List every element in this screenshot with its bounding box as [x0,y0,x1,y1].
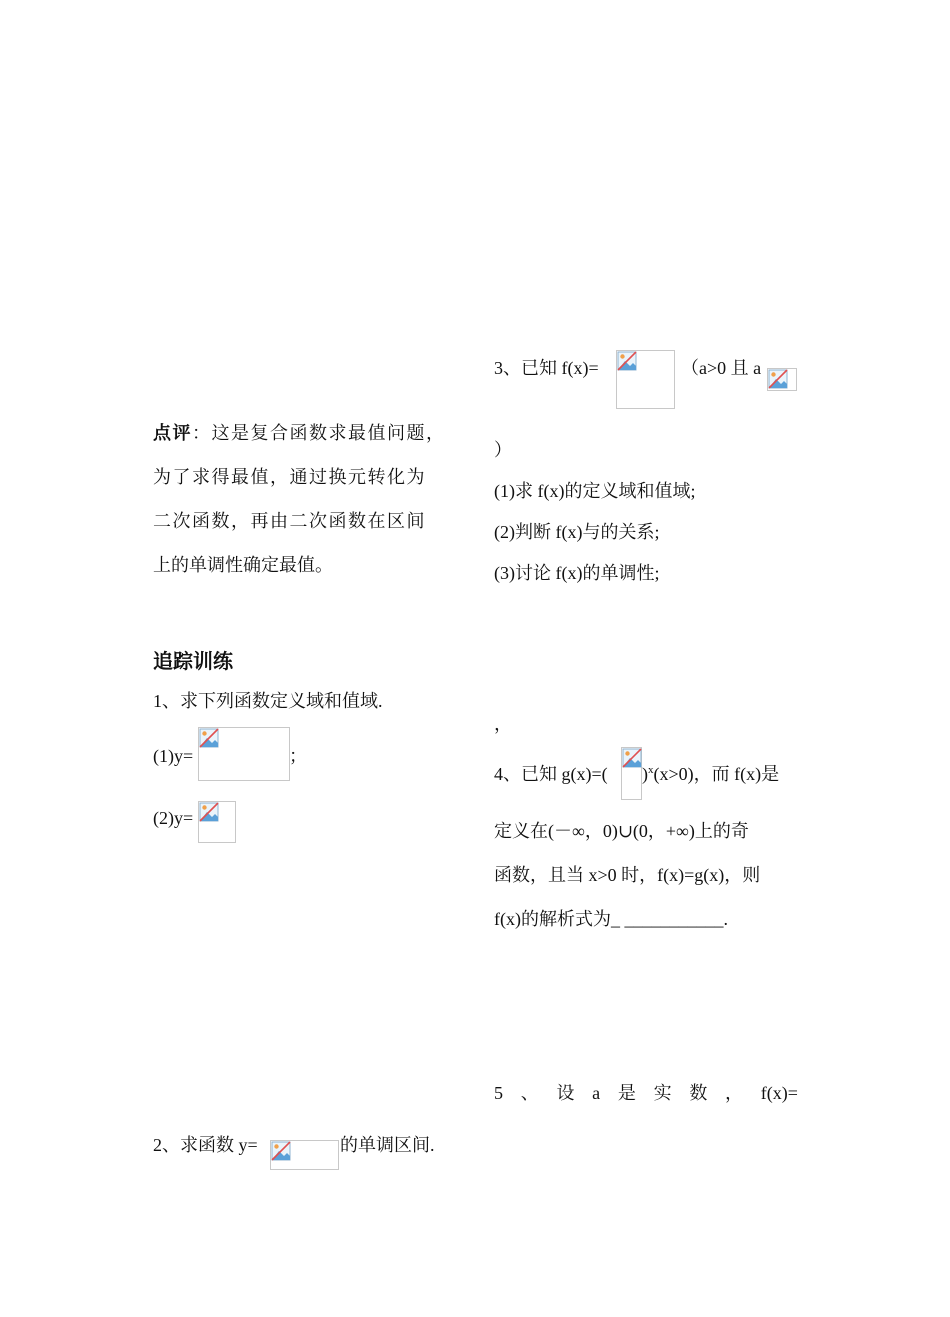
q3-prefix: 3、已知 f(x)= [494,358,599,378]
q3-part-3: (3)讨论 f(x)的单调性; [494,563,660,583]
q5-token: a [592,1083,601,1103]
q5-token: f(x)= [760,1083,798,1103]
comment-colon: ： [192,423,212,443]
comment-line-1 [153,421,446,445]
broken-image-icon [199,728,219,748]
comment-line-3: 二次函数，再由二次函数在区间 [153,511,426,531]
q5-line [494,1081,798,1105]
broken-image-icon [622,748,642,768]
q2-prefix: 2、求函数 y= [153,1135,258,1155]
q2-suffix: 的单调区间. [340,1135,435,1155]
q1-item1-suffix: ； [289,746,307,766]
broken-image-icon [617,351,637,371]
q3-condition-image [767,368,797,391]
q1-item1-prefix: (1)y= [153,746,194,766]
q1-item2-formula-image [198,801,236,843]
broken-image-icon [199,802,219,822]
comment-text-1: 这是复合函数求最值问题， [211,423,446,443]
q3-condition: （a>0 且 a [681,358,762,378]
q4-prefix: 4、已知 g(x)=( [494,764,608,784]
tracking-title: 追踪训练 [153,649,233,673]
q1-item2-prefix: (2)y= [153,808,194,828]
comment-line-4: 上的单调性确定最值。 [153,555,333,575]
q4-close-paren: ) [642,764,648,784]
q4-after [642,762,779,789]
broken-image-icon [768,369,788,389]
q5-token: 实 [653,1083,672,1103]
q4-line-1: 定义在(－∞，0)∪(0，+∞)上的奇 [494,821,749,841]
q3-close-paren: ） [494,440,512,460]
q2-formula-image [270,1140,339,1170]
comment-label: 点评 [153,423,192,443]
q5-token: 数 [689,1083,708,1103]
q5-token: 设 [556,1083,575,1103]
q1-text: 1、求下列函数定义域和值域. [153,691,383,711]
q4-after-text: (x>0)，而 f(x)是 [653,764,780,784]
q5-token: 、 [520,1083,539,1103]
q4-line-2: 函数，且当 x>0 时，f(x)=g(x)，则 [494,865,761,885]
q4-base-image [621,747,642,800]
q5-token: ， [725,1083,744,1103]
comment-line-2: 为了求得最值，通过换元转化为 [153,467,426,487]
q3-part-1: (1)求 f(x)的定义域和值域; [494,481,696,501]
stray-comma: ， [494,714,512,734]
q3-formula-image [616,350,675,409]
q5-token: 5 [494,1083,503,1103]
q1-item1-formula-image [198,727,290,781]
q3-part-2: (2)判断 f(x)与的关系; [494,522,660,542]
broken-image-icon [271,1141,291,1161]
q5-token: 是 [617,1083,636,1103]
q4-exponent: x [648,764,654,776]
q4-line-3: f(x)的解析式为_ ___________. [494,909,728,929]
